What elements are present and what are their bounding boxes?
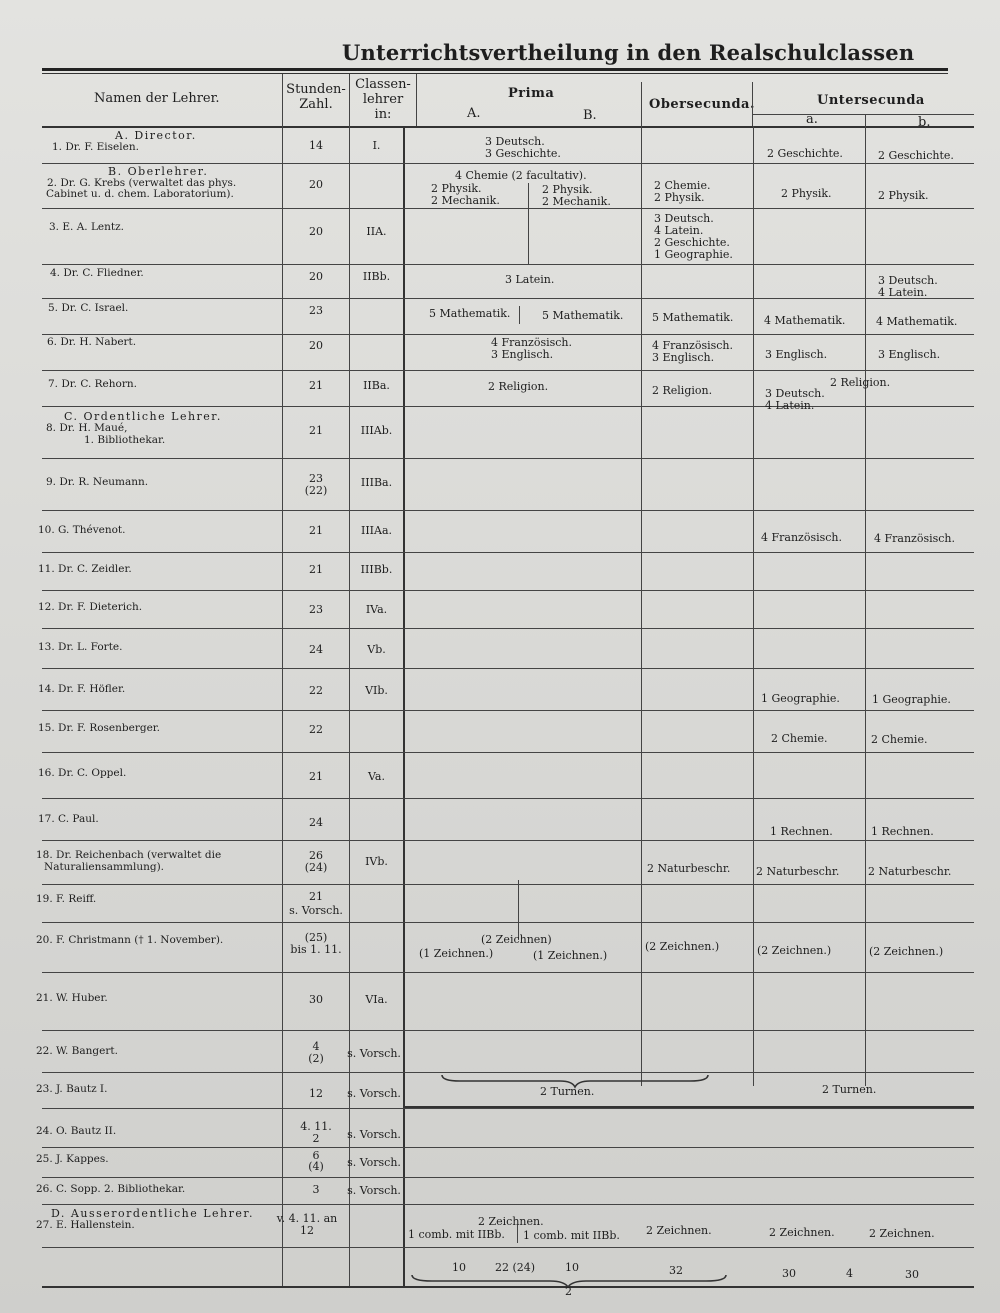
row-rule [42, 334, 974, 335]
row-rule [42, 1147, 974, 1148]
lesson-cell: 4 Französisch. [652, 339, 733, 352]
class-cell: s. Vorsch. [347, 1047, 401, 1060]
hours-cell: 4. 11. [300, 1120, 332, 1133]
column-divider [753, 126, 754, 1086]
teacher-name: 12. Dr. F. Dieterich. [38, 601, 143, 613]
row-rule [42, 590, 974, 591]
lesson-cell: 2 Religion. [652, 384, 713, 397]
lesson-cell: 1 Geographie. [872, 693, 951, 706]
lesson-cell: 4 Chemie (2 facultativ). [455, 169, 587, 182]
section-ordentliche: C. Ordentliche Lehrer. [64, 410, 222, 423]
teacher-name: 15. Dr. F. Rosenberger. [38, 722, 161, 734]
header-divider [641, 82, 642, 126]
class-cell: s. Vorsch. [347, 1128, 401, 1141]
total-untersecunda-b: 30 [905, 1268, 919, 1281]
teacher-name: 2. Dr. G. Krebs (verwaltet das phys. [47, 177, 237, 189]
header-names: Namen der Lehrer. [94, 91, 220, 106]
lesson-cell: 1 Rechnen. [871, 825, 934, 838]
lesson-cell: 3 Englisch. [765, 348, 828, 361]
section-ausserordentliche: D. Ausserordentliche Lehrer. [51, 1207, 254, 1220]
hours-cell-alt: (24) [304, 861, 328, 874]
lesson-cell: 3 Deutsch. [765, 387, 825, 400]
class-cell: Vb. [367, 643, 386, 656]
row-rule [42, 1247, 974, 1248]
lesson-cell: 4 Französisch. [874, 532, 955, 545]
column-divider [641, 126, 642, 1086]
class-cell: IIIBb. [360, 563, 393, 576]
row-rule [42, 628, 974, 629]
hours-cell: 20 [309, 270, 323, 283]
hours-cell: 23 [309, 304, 323, 317]
column-divider [403, 126, 405, 1286]
total-prima-b: 10 [565, 1261, 579, 1274]
lesson-cell: 2 Religion. [488, 380, 549, 393]
header-rule [42, 126, 974, 128]
row-rule [42, 972, 974, 973]
header-untersecunda: Untersecunda [817, 93, 925, 108]
row-rule [42, 552, 974, 553]
lesson-cell: 4 Französisch. [491, 336, 572, 349]
teacher-name: 1. Dr. F. Eiselen. [52, 141, 139, 153]
lesson-cell: 2 Chemie. [654, 179, 711, 192]
teacher-name: 11. Dr. C. Zeidler. [38, 563, 132, 575]
hours-cell: 22 [309, 723, 323, 736]
header-divider [752, 82, 753, 126]
lesson-cell: 2 Zeichnen. [478, 1215, 544, 1228]
total-untersecunda-mid: 4 [846, 1267, 853, 1280]
hours-cell: 24 [309, 643, 323, 656]
lesson-cell: 2 Mechanik. [542, 195, 611, 208]
lesson-cell: 2 Geschichte. [654, 236, 730, 249]
row-rule [42, 1204, 974, 1205]
header-hours [284, 82, 348, 112]
lesson-cell: 4 Mathematik. [876, 315, 958, 328]
lesson-cell: 2 Physik. [542, 183, 593, 196]
title-rule-thin [42, 73, 948, 74]
class-cell: VIb. [365, 684, 388, 697]
header-unter-a: a. [806, 112, 818, 127]
header-class-line2: lehrer [362, 92, 404, 107]
row-rule [42, 510, 974, 511]
teacher-name: 20. F. Christmann († 1. November). [36, 934, 224, 946]
lesson-cell: 1 comb. mit IIBb. [408, 1228, 505, 1241]
column-divider [865, 126, 866, 1086]
lesson-cell: (1 Zeichnen.) [533, 949, 608, 962]
hours-cell: 4 [312, 1040, 320, 1053]
class-cell: VIa. [365, 993, 388, 1006]
header-subrule [753, 114, 974, 115]
lesson-cell: 2 Zeichnen. [769, 1226, 835, 1239]
teacher-name-cont: Cabinet u. d. chem. Laboratorium). [46, 188, 234, 200]
class-cell: s. Vorsch. [347, 1184, 401, 1197]
section-oberlehrer: B. Oberlehrer. [108, 165, 209, 178]
hours-cell: (25) [304, 931, 328, 944]
hours-cell: 3 [312, 1183, 320, 1196]
header-divider [349, 74, 350, 126]
column-divider [528, 183, 529, 265]
lesson-cell: 3 Latein. [505, 273, 555, 286]
total-prima-mid: 22 (24) [495, 1261, 536, 1274]
hours-cell: 21 [309, 890, 323, 903]
row-rule [42, 406, 974, 407]
row-rule [42, 458, 974, 459]
row-rule [42, 798, 974, 799]
row-rule [42, 1030, 974, 1031]
class-cell: IIBa. [363, 379, 390, 392]
lesson-cell: 2 Mechanik. [431, 194, 500, 207]
teacher-name: 9. Dr. R. Neumann. [46, 476, 149, 488]
lesson-cell: 2 Chemie. [771, 732, 828, 745]
lesson-cell: (2 Zeichnen.) [757, 944, 832, 957]
lesson-cell: 4 Französisch. [761, 531, 842, 544]
hours-cell: 20 [309, 178, 323, 191]
lesson-cell: (2 Zeichnen) [481, 933, 552, 946]
lesson-cell: 3 Deutsch. [878, 274, 938, 287]
hours-cell: 21 [309, 424, 323, 437]
row-rule [42, 710, 974, 711]
hours-cell: 6 [312, 1149, 320, 1162]
column-divider [282, 126, 283, 1286]
teacher-name: 17. C. Paul. [38, 813, 99, 825]
class-cell: IVa. [365, 603, 388, 616]
cell-divider [519, 306, 520, 324]
lesson-cell: 2 Chemie. [871, 733, 928, 746]
lesson-cell: 4 Latein. [654, 224, 704, 237]
hours-cell-alt: 12 [300, 1224, 314, 1237]
hours-cell: 22 [309, 684, 323, 697]
teacher-name: 18. Dr. Reichenbach (verwaltet die [36, 849, 222, 861]
row-rule [42, 668, 974, 669]
class-cell: IIA. [366, 225, 387, 238]
class-cell: IIBb. [362, 270, 391, 283]
hours-cell: 23 [309, 603, 323, 616]
teacher-name: 6. Dr. H. Nabert. [47, 336, 137, 348]
row-rule [42, 208, 974, 209]
hours-cell-alt: (2) [308, 1052, 324, 1065]
lesson-cell: 2 Turnen. [822, 1083, 877, 1096]
row-rule [42, 370, 974, 371]
row-rule [42, 1072, 974, 1073]
hours-cell: 21 [309, 770, 323, 783]
lesson-cell: 3 Geschichte. [485, 147, 561, 160]
hours-cell-alt: 2 [312, 1132, 320, 1145]
teacher-name: 25. J. Kappes. [36, 1153, 109, 1165]
column-divider [349, 126, 350, 1286]
hours-cell: 21 [309, 379, 323, 392]
total-obersecunda: 32 [669, 1264, 683, 1277]
column-divider [518, 880, 519, 940]
header-divider [416, 74, 417, 126]
lesson-cell: 1 comb. mit IIBb. [523, 1229, 620, 1242]
class-cell: s. Vorsch. [347, 1156, 401, 1169]
total-untersecunda-a: 30 [782, 1267, 796, 1280]
lesson-cell: 2 Zeichnen. [869, 1227, 935, 1240]
teacher-name: 14. Dr. F. Höfler. [38, 683, 126, 695]
lesson-cell: 3 Deutsch. [485, 135, 545, 148]
lesson-cell: (2 Zeichnen.) [645, 940, 720, 953]
lesson-cell: 2 Religion. [830, 376, 891, 389]
lesson-cell: 4 Mathematik. [764, 314, 846, 327]
header-obersecunda: Obersecunda. [649, 97, 755, 112]
lesson-cell: 2 Physik. [654, 191, 705, 204]
lesson-cell: 2 Naturbeschr. [756, 865, 840, 878]
teacher-name: 16. Dr. C. Oppel. [38, 767, 127, 779]
total-prima-a: 10 [452, 1261, 466, 1274]
section-director: A. Director. [115, 129, 197, 142]
teacher-name: 7. Dr. C. Rehorn. [48, 378, 137, 390]
lesson-cell: 3 Englisch. [652, 351, 715, 364]
page-title: Unterrichtsvertheilung in den Realschulclassen [342, 40, 915, 65]
row-rule [42, 752, 974, 753]
row-rule [42, 922, 974, 923]
hours-cell: 12 [309, 1087, 323, 1100]
hours-cell: 23 [309, 472, 323, 485]
teacher-name: 3. E. A. Lentz. [49, 221, 124, 233]
row-rule [42, 1108, 974, 1109]
lesson-cell: 2 Naturbeschr. [647, 862, 731, 875]
class-cell: IIIAa. [360, 524, 393, 537]
lesson-cell: 2 Turnen. [540, 1085, 595, 1098]
turnen-rule [403, 1106, 974, 1108]
cell-divider [517, 1225, 518, 1243]
teacher-name: 4. Dr. C. Fliedner. [50, 267, 144, 279]
header-hours-line1: Stunden- [286, 82, 346, 97]
lesson-cell: 2 Geschichte. [878, 149, 954, 162]
hours-cell-alt: bis 1. 11. [290, 943, 342, 956]
header-divider [865, 114, 866, 126]
row-rule [42, 840, 974, 841]
hours-cell: 30 [309, 993, 323, 1006]
hours-cell: 14 [309, 139, 323, 152]
hours-cell: 21 [309, 524, 323, 537]
hours-cell: 26 [309, 849, 323, 862]
lesson-cell: 4 Latein. [878, 286, 928, 299]
teacher-name: 26. C. Sopp. 2. Bibliothekar. [36, 1183, 186, 1195]
class-cell: Va. [368, 770, 385, 783]
lesson-cell: (1 Zeichnen.) [419, 947, 494, 960]
teacher-name: 10. G. Thévenot. [38, 524, 126, 536]
teacher-name: 19. F. Reiff. [36, 893, 97, 905]
lesson-cell: 4 Latein. [765, 399, 815, 412]
lesson-cell: 2 Physik. [781, 187, 832, 200]
teacher-name: 8. Dr. H. Maué, [46, 422, 128, 434]
lesson-cell: 1 Rechnen. [770, 825, 833, 838]
lesson-cell: 1 Geographie. [761, 692, 840, 705]
teacher-name: 23. J. Bautz I. [36, 1083, 108, 1095]
class-cell: s. Vorsch. [347, 1087, 401, 1100]
row-rule [42, 298, 974, 299]
lesson-cell: 5 Mathematik. [429, 307, 511, 320]
lesson-cell: 3 Deutsch. [654, 212, 714, 225]
lesson-cell: (2 Zeichnen.) [869, 945, 944, 958]
row-rule [42, 884, 974, 885]
lesson-cell: 2 Physik. [431, 182, 482, 195]
header-divider [282, 74, 283, 126]
lesson-cell: 5 Mathematik. [542, 309, 624, 322]
lesson-cell: 3 Englisch. [491, 348, 554, 361]
teacher-name: 22. W. Bangert. [36, 1045, 118, 1057]
lesson-cell: 5 Mathematik. [652, 311, 734, 324]
header-hours-line2: Zahl. [299, 97, 333, 112]
hours-cell: 21 [309, 563, 323, 576]
lesson-cell: 2 Geschichte. [767, 147, 843, 160]
class-cell: IVb. [365, 855, 388, 868]
teacher-name: 27. E. Hallenstein. [36, 1219, 135, 1231]
teacher-name-cont: Naturaliensammlung). [44, 861, 165, 873]
teacher-name: 21. W. Huber. [36, 992, 108, 1004]
hours-cell-alt: s. Vorsch. [289, 904, 343, 917]
header-prima-a: A. [467, 106, 481, 121]
hours-cell: 20 [309, 339, 323, 352]
header-class-line1: Classen- [355, 77, 411, 92]
header-class [352, 77, 414, 122]
hours-cell-alt: (22) [304, 484, 328, 497]
class-cell: I. [372, 139, 381, 152]
hours-cell: 24 [309, 816, 323, 829]
hours-cell: 20 [309, 225, 323, 238]
row-rule [42, 264, 974, 265]
class-cell: IIIAb. [360, 424, 393, 437]
teacher-name: 24. O. Bautz II. [36, 1125, 117, 1137]
header-class-line3: in: [374, 107, 392, 122]
row-rule [42, 1177, 974, 1178]
class-cell: IIIBa. [360, 476, 393, 489]
title-rule [42, 68, 948, 71]
row-rule [42, 163, 974, 164]
hours-cell: v. 4. 11. an [276, 1212, 338, 1225]
lesson-cell: 3 Englisch. [878, 348, 941, 361]
lesson-cell: 2 Zeichnen. [646, 1224, 712, 1237]
teacher-name: 13. Dr. L. Forte. [38, 641, 123, 653]
hours-cell-alt: (4) [308, 1160, 324, 1173]
total-prima-sum: 2 [565, 1285, 572, 1298]
lesson-cell: 2 Physik. [878, 189, 929, 202]
header-prima: Prima [508, 86, 555, 101]
teacher-name-cont: 1. Bibliothekar. [84, 434, 166, 446]
lesson-cell: 1 Geographie. [654, 248, 733, 261]
header-prima-b: B. [583, 108, 597, 123]
lesson-cell: 2 Naturbeschr. [868, 865, 952, 878]
header-unter-b: b. [918, 115, 931, 130]
teacher-name: 5. Dr. C. Israel. [48, 302, 129, 314]
